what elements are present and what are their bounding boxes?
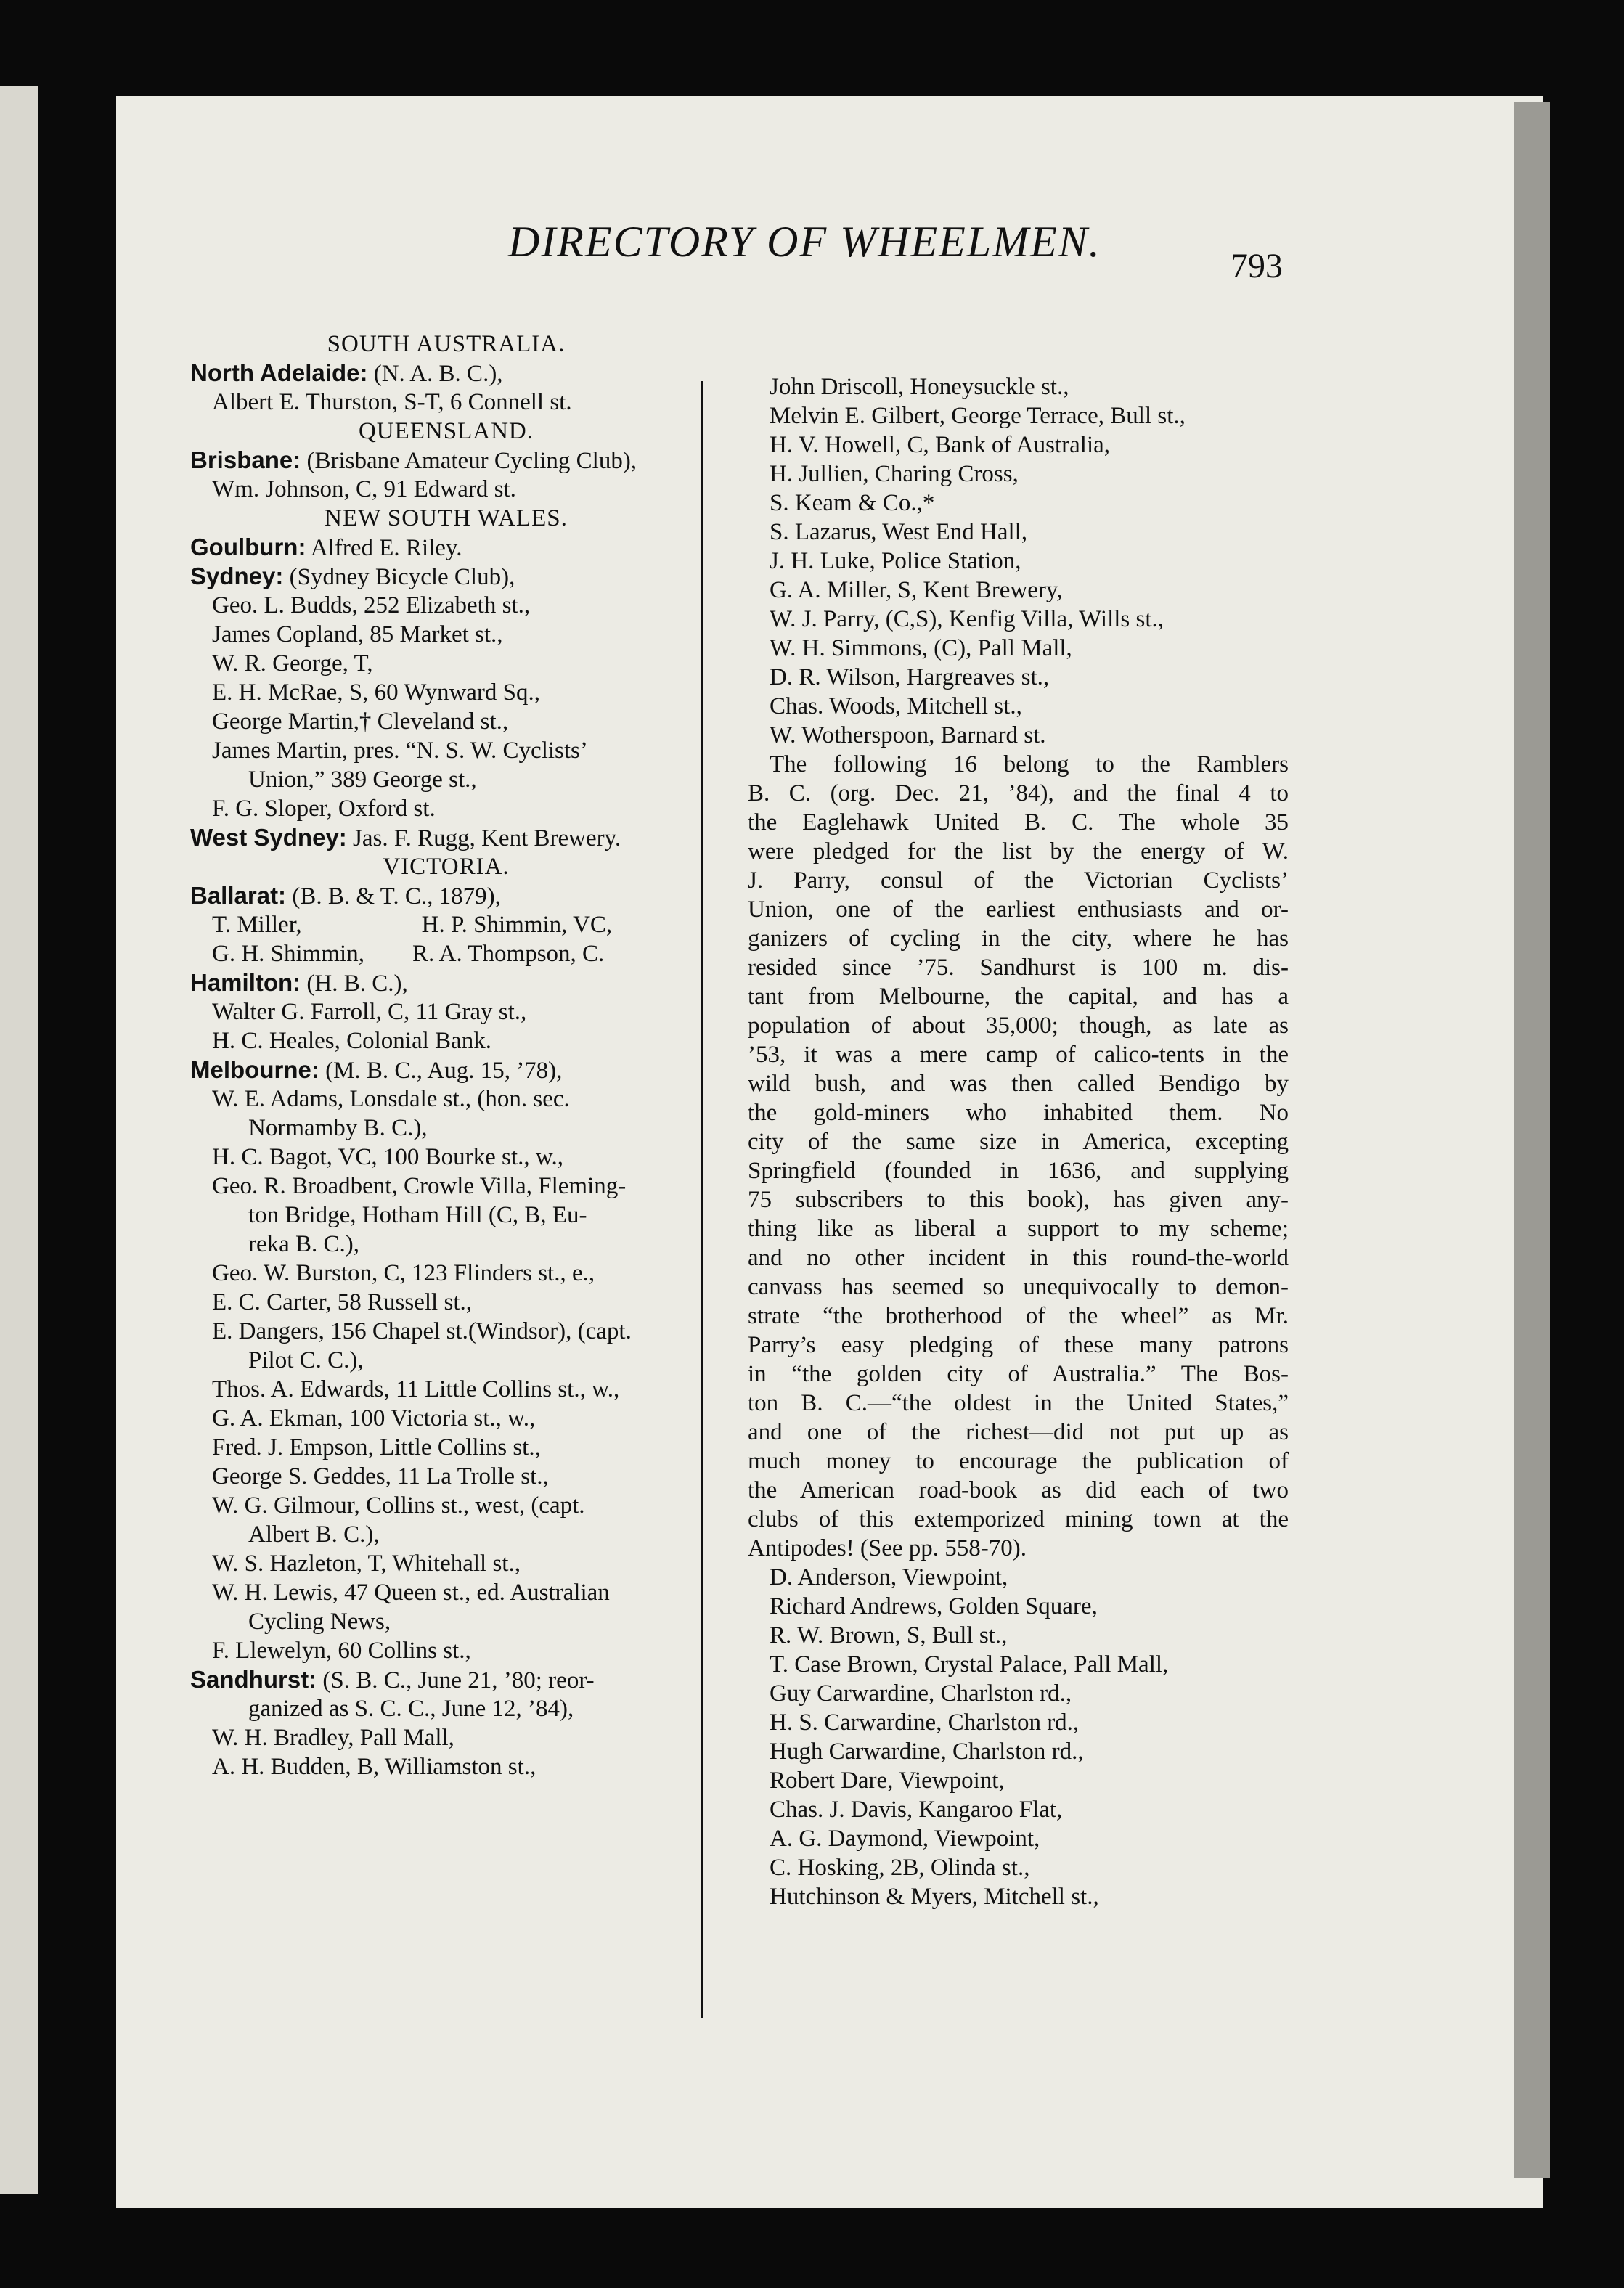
member-line: Union,” 389 George st.,: [248, 767, 477, 793]
member-line: W. R. George, T,: [212, 650, 373, 677]
paragraph-line: tant from Melbourne, the capital, and has a: [748, 984, 1289, 1010]
member-line: John Driscoll, Honeysuckle st.,: [770, 374, 1069, 400]
member-line: reka B. C.),: [248, 1231, 360, 1257]
member-line: Geo. L. Budds, 252 Elizabeth st.,: [212, 592, 531, 618]
paragraph-line: Antipodes! (See pp. 558-70).: [748, 1535, 1027, 1561]
place-entry: [190, 968, 731, 997]
member-line: A. H. Budden, B, Williamston st.,: [212, 1754, 536, 1780]
paragraph-line: canvass has seemed so unequivocally to demon-: [748, 1274, 1289, 1300]
club-info: (Sydney Bicycle Club),: [283, 564, 515, 590]
member-line: Melvin E. Gilbert, George Terrace, Bull st.,: [770, 403, 1186, 429]
paragraph-line: 75 subscribers to this book), has given any-: [748, 1187, 1289, 1213]
member-line: Cycling News,: [248, 1609, 391, 1635]
paragraph-line: ganizers of cycling in the city, where he has: [748, 926, 1289, 952]
place-entry: [190, 1665, 731, 1694]
paragraph-line: and no other incident in this round-the-world: [748, 1245, 1289, 1271]
member-line: H. C. Bagot, VC, 100 Bourke st., w.,: [212, 1144, 564, 1170]
club-info: (B. B. & T. C., 1879),: [286, 883, 501, 910]
left-column: [190, 330, 731, 1781]
place-name: West Sydney:: [190, 824, 347, 851]
member-line: W. S. Hazleton, T, Whitehall st.,: [212, 1550, 521, 1577]
club-info: Alfred E. Riley.: [306, 535, 462, 561]
paragraph-line: city of the same size in America, excepting: [748, 1129, 1289, 1155]
place-entry: [190, 562, 731, 591]
member-line: Normamby B. C.),: [248, 1115, 428, 1141]
paragraph-line: ton B. C.—“the oldest in the United States,”: [748, 1390, 1289, 1416]
column-rule: [701, 381, 703, 2018]
place-entry: [190, 446, 731, 475]
member-line: Pilot C. C.),: [248, 1347, 364, 1373]
paragraph-line: thing like as liberal a support to my scheme;: [748, 1216, 1289, 1242]
club-info: (S. B. C., June 21, ’80; reor-: [317, 1667, 595, 1693]
club-info: (Brisbane Amateur Cycling Club),: [301, 448, 637, 474]
paragraph-line: strate “the brotherhood of the wheel” as Mr.: [748, 1303, 1289, 1329]
paragraph-line: and one of the richest—did not put up as: [748, 1419, 1289, 1445]
member-line: S. Keam & Co.,*: [770, 490, 935, 516]
member-line: E. C. Carter, 58 Russell st.,: [212, 1289, 472, 1315]
member-line: W. H. Lewis, 47 Queen st., ed. Australian: [212, 1580, 610, 1606]
paragraph-line: J. Parry, consul of the Victorian Cyclists’: [748, 867, 1289, 894]
member-line: G. H. Shimmin, R. A. Thompson, C.: [212, 941, 605, 967]
member-line: Hutchinson & Myers, Mitchell st.,: [770, 1884, 1099, 1910]
member-line: T. Miller, H. P. Shimmin, VC,: [212, 912, 613, 938]
member-line: Geo. R. Broadbent, Crowle Villa, Fleming-: [212, 1173, 627, 1199]
paragraph-line: the American road-book as did each of two: [748, 1477, 1289, 1503]
member-line: George Martin,† Cleveland st.,: [212, 708, 509, 735]
member-line: T. Case Brown, Crystal Palace, Pall Mall,: [770, 1651, 1169, 1678]
member-line: F. Llewelyn, 60 Collins st.,: [212, 1638, 471, 1664]
member-line: G. A. Miller, S, Kent Brewery,: [770, 577, 1063, 603]
paragraph-line: B. C. (org. Dec. 21, ’84), and the final 4 to: [748, 780, 1289, 806]
section-heading: QUEENSLAND.: [358, 418, 534, 444]
member-line: Chas. Woods, Mitchell st.,: [770, 693, 1022, 719]
place-entry: [190, 359, 731, 388]
paragraph-line: the gold-miners who inhabited them. No: [748, 1100, 1289, 1126]
place-name: Brisbane:: [190, 446, 301, 473]
member-line: F. G. Sloper, Oxford st.: [212, 796, 436, 822]
member-line: W. J. Parry, (C,S), Kenfig Villa, Wills st.,: [770, 606, 1164, 632]
paragraph-line: Union, one of the earliest enthusiasts and or-: [748, 896, 1289, 923]
member-line: Thos. A. Edwards, 11 Little Collins st., w.,: [212, 1376, 620, 1402]
section-heading: VICTORIA.: [383, 854, 510, 880]
paragraph-line: in “the golden city of Australia.” The Bos-: [748, 1361, 1289, 1387]
member-line: A. G. Daymond, Viewpoint,: [770, 1826, 1040, 1852]
paragraph-line: the Eaglehawk United B. C. The whole 35: [748, 809, 1289, 835]
page-number: 793: [1231, 247, 1283, 285]
place-entry: [190, 533, 731, 562]
club-info: (H. B. C.),: [301, 971, 408, 997]
section-heading: NEW SOUTH WALES.: [325, 505, 568, 531]
member-line: C. Hosking, 2B, Olinda st.,: [770, 1855, 1030, 1881]
section-heading: SOUTH AUSTRALIA.: [327, 331, 566, 357]
member-line: Chas. J. Davis, Kangaroo Flat,: [770, 1797, 1063, 1823]
member-line: E. H. McRae, S, 60 Wynward Sq.,: [212, 679, 541, 706]
member-line: D. Anderson, Viewpoint,: [770, 1564, 1008, 1590]
member-line: J. H. Luke, Police Station,: [770, 548, 1021, 574]
place-name: Ballarat:: [190, 882, 287, 909]
member-line: Walter G. Farroll, C, 11 Gray st.,: [212, 999, 527, 1025]
place-name: North Adelaide:: [190, 359, 368, 386]
right-column: [748, 372, 1289, 1911]
member-line: W. G. Gilmour, Collins st., west, (capt.: [212, 1492, 585, 1519]
member-line: H. Jullien, Charing Cross,: [770, 461, 1019, 487]
paragraph-line: ’53, it was a mere camp of calico-tents in the: [748, 1042, 1289, 1068]
paragraph-line: clubs of this extemporized mining town at the: [748, 1506, 1289, 1532]
paragraph-line: The following 16 belong to the Ramblers: [770, 751, 1289, 777]
member-line: H. C. Heales, Colonial Bank.: [212, 1028, 491, 1054]
member-line: Wm. Johnson, C, 91 Edward st.: [212, 476, 516, 502]
place-name: Sandhurst:: [190, 1666, 317, 1693]
place-name: Melbourne:: [190, 1056, 319, 1083]
club-info: (N. A. B. C.),: [367, 361, 503, 387]
paragraph-line: wild bush, and was then called Bendigo by: [748, 1071, 1289, 1097]
place-name: Hamilton:: [190, 969, 301, 996]
place-entry: [190, 1055, 731, 1084]
member-line: James Martin, pres. “N. S. W. Cyclists’: [212, 738, 588, 764]
member-line: ganized as S. C. C., June 12, ’84),: [248, 1696, 574, 1722]
place-entry: [190, 823, 731, 852]
member-line: Guy Carwardine, Charlston rd.,: [770, 1680, 1072, 1707]
member-line: Albert E. Thurston, S-T, 6 Connell st.: [212, 389, 572, 415]
member-line: R. W. Brown, S, Bull st.,: [770, 1622, 1008, 1648]
member-line: Fred. J. Empson, Little Collins st.,: [212, 1434, 541, 1460]
member-line: George S. Geddes, 11 La Trolle st.,: [212, 1463, 549, 1490]
member-line: W. H. Bradley, Pall Mall,: [212, 1725, 454, 1751]
paragraph-line: Parry’s easy pledging of these many patrons: [748, 1332, 1289, 1358]
adjacent-page-edge: [0, 86, 38, 2194]
member-line: James Copland, 85 Market st.,: [212, 621, 503, 647]
member-line: S. Lazarus, West End Hall,: [770, 519, 1028, 545]
member-line: G. A. Ekman, 100 Victoria st., w.,: [212, 1405, 536, 1431]
page-fore-edge: [1514, 102, 1550, 2178]
member-line: ton Bridge, Hotham Hill (C, B, Eu-: [248, 1202, 587, 1228]
paragraph-line: Springfield (founded in 1636, and supplying: [748, 1158, 1289, 1184]
paragraph-line: population of about 35,000; though, as late as: [748, 1013, 1289, 1039]
member-line: Hugh Carwardine, Charlston rd.,: [770, 1739, 1084, 1765]
member-line: Albert B. C.),: [248, 1521, 380, 1548]
place-name: Sydney:: [190, 563, 284, 589]
member-line: W. Wotherspoon, Barnard st.: [770, 722, 1046, 748]
running-head: DIRECTORY OF WHEELMEN.: [508, 218, 1101, 266]
member-line: Geo. W. Burston, C, 123 Flinders st., e.,: [212, 1260, 595, 1286]
paragraph-line: much money to encourage the publication of: [748, 1448, 1289, 1474]
paragraph-line: were pledged for the list by the energy of W.: [748, 838, 1289, 865]
club-info: (M. B. C., Aug. 15, ’78),: [319, 1058, 563, 1084]
place-name: Goulburn:: [190, 534, 306, 560]
member-line: H. S. Carwardine, Charlston rd.,: [770, 1709, 1080, 1736]
member-line: Richard Andrews, Golden Square,: [770, 1593, 1098, 1619]
member-line: Robert Dare, Viewpoint,: [770, 1768, 1005, 1794]
member-line: E. Dangers, 156 Chapel st.(Windsor), (capt.: [212, 1318, 632, 1344]
member-line: H. V. Howell, C, Bank of Australia,: [770, 432, 1111, 458]
member-line: D. R. Wilson, Hargreaves st.,: [770, 664, 1050, 690]
club-info: Jas. F. Rugg, Kent Brewery.: [346, 825, 621, 851]
place-entry: [190, 881, 731, 910]
member-line: W. E. Adams, Lonsdale st., (hon. sec.: [212, 1086, 570, 1112]
member-line: W. H. Simmons, (C), Pall Mall,: [770, 635, 1072, 661]
paragraph-line: resided since ’75. Sandhurst is 100 m. dis-: [748, 955, 1289, 981]
